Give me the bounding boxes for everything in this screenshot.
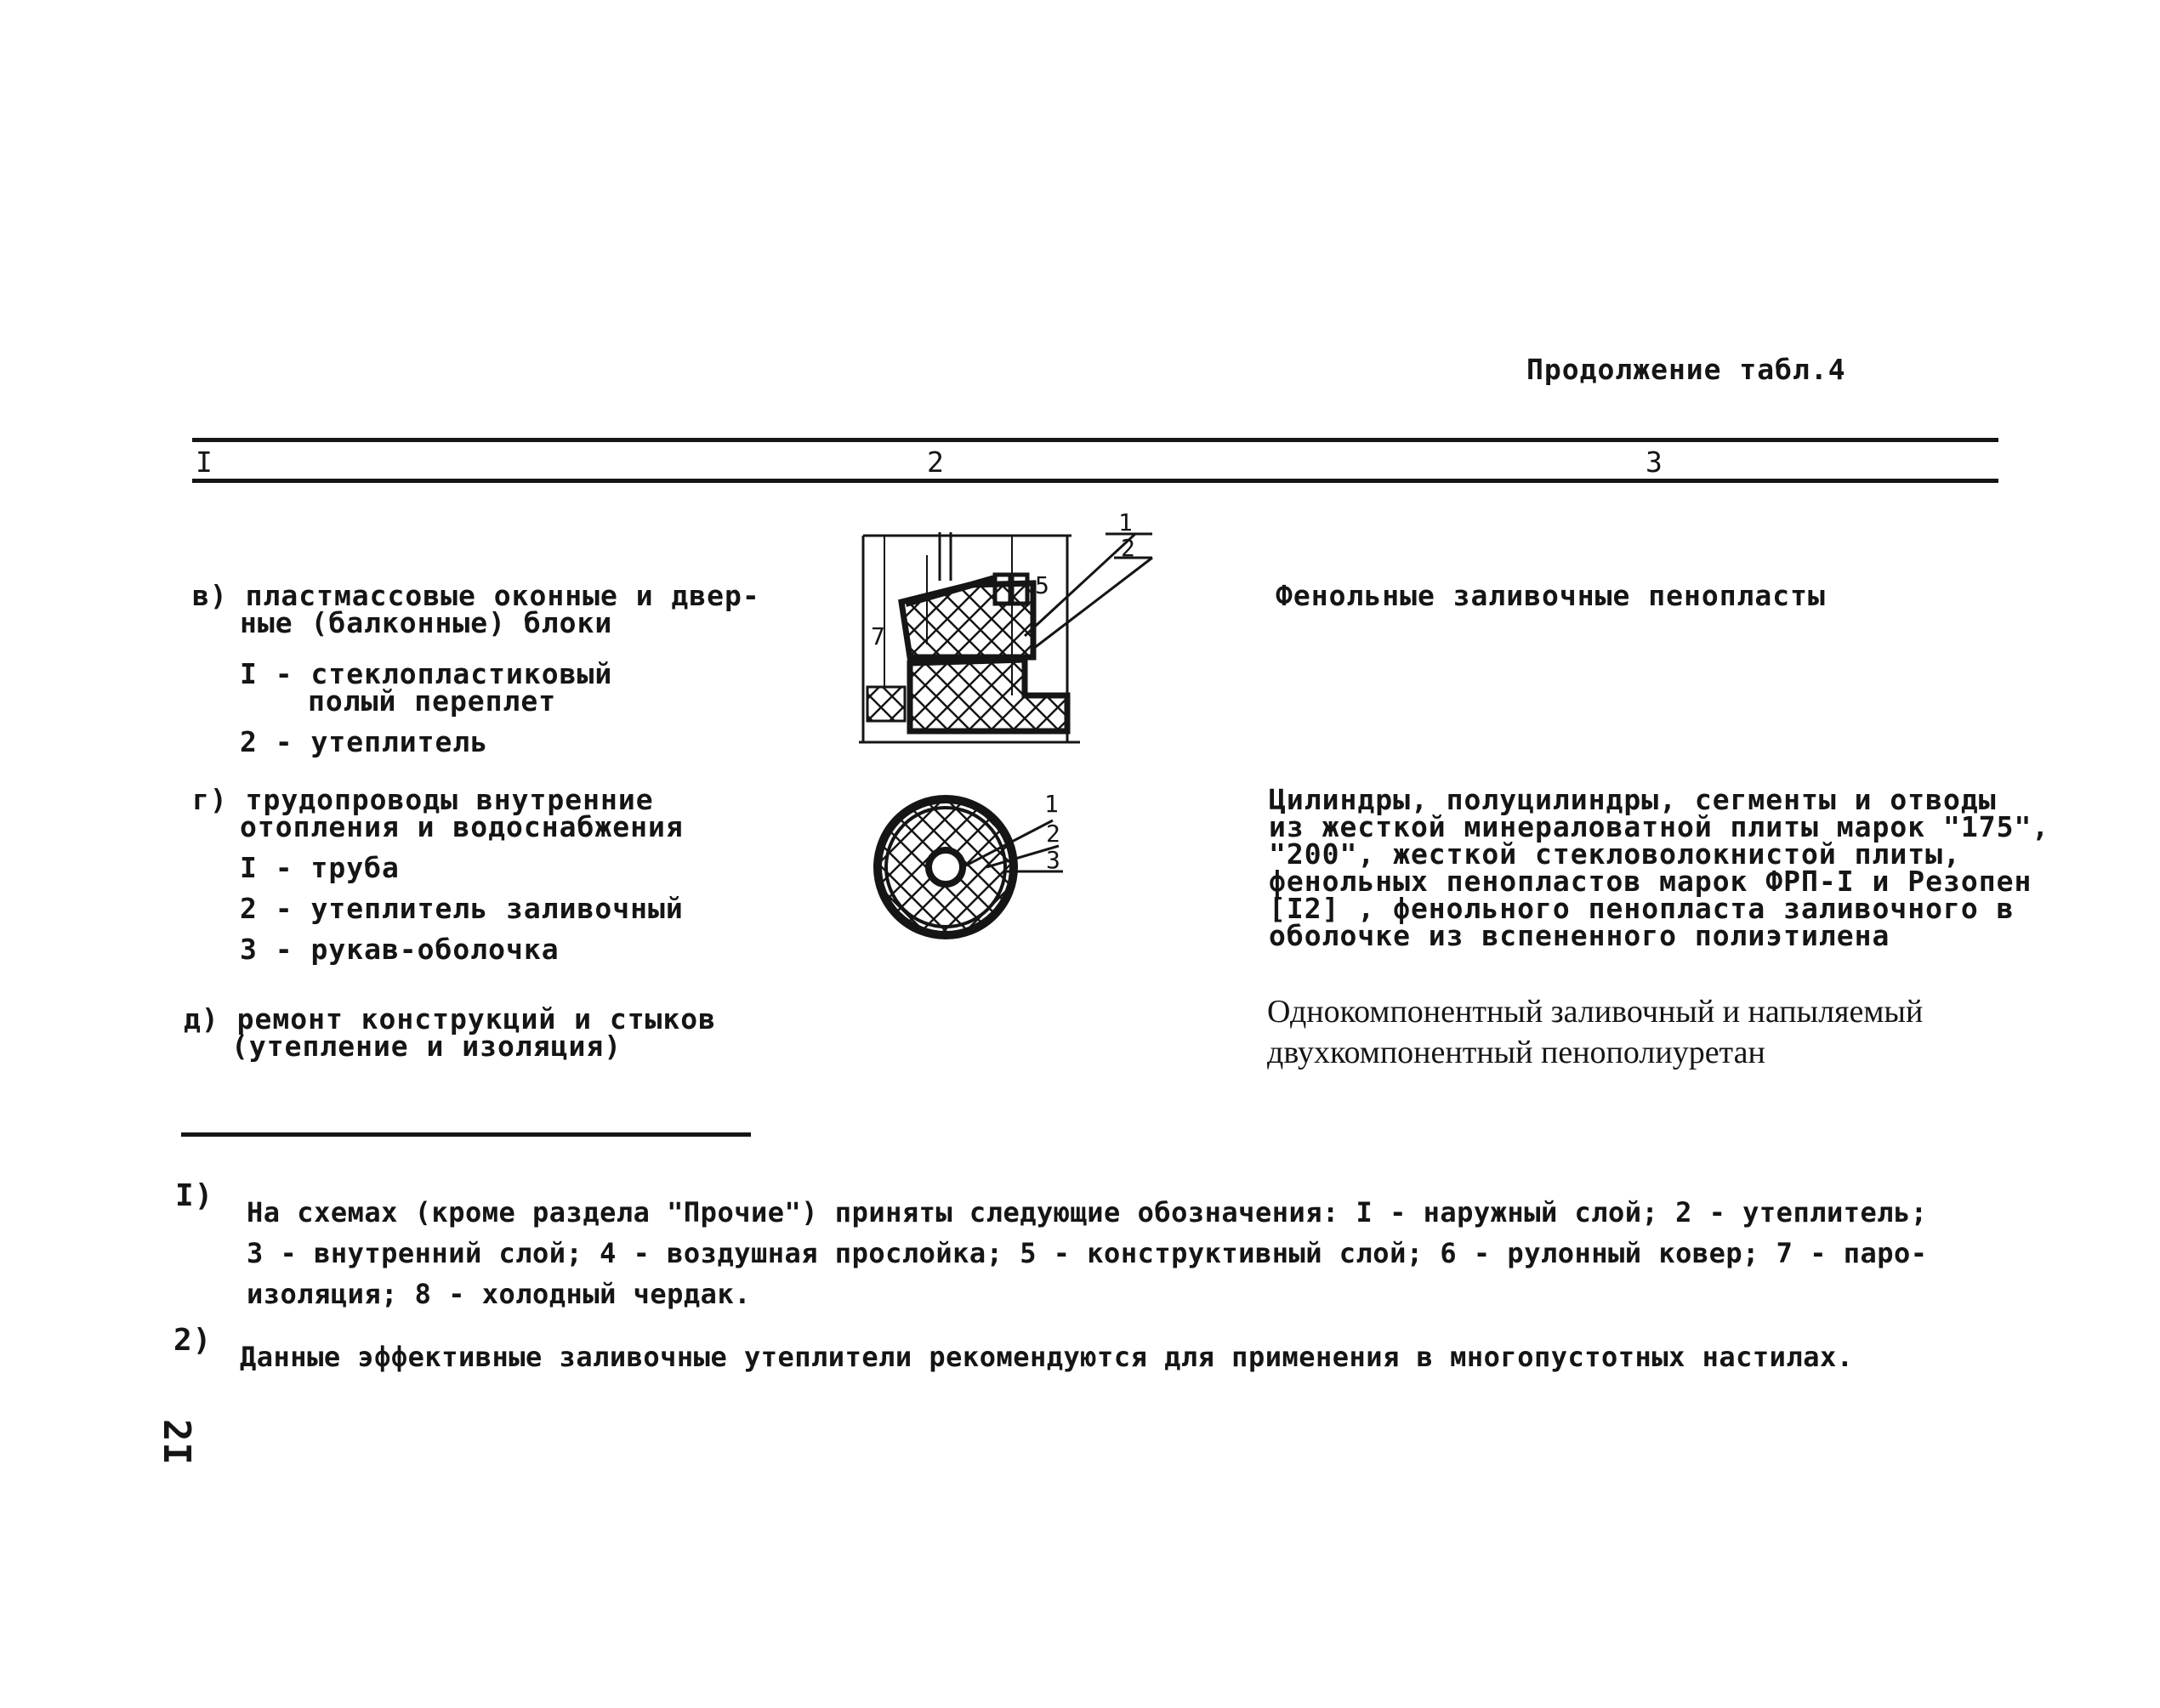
page-number: 2I	[154, 1419, 198, 1466]
row-v-label-line-1: в) пластмассовые оконные и двер-	[192, 579, 760, 612]
row-g-material-line-6: оболочке из вспененного полиэтилена	[1269, 919, 1890, 952]
row-d-label-line-1: д) ремонт конструкций и стыков	[184, 1002, 717, 1036]
callout-label-1: 1	[1118, 508, 1133, 536]
footnote-2-line-1: Данные эффективные заливочные утеплители рекомендуются для применения в многопустотных настилах.	[240, 1341, 1854, 1373]
pipe-insulation-diagram	[867, 786, 1089, 944]
table-continuation-label: Продолжение табл.4	[1526, 353, 1846, 386]
footnote-1-line-2: 3 - внутренний слой; 4 - воздушная прослойка; 5 - конструктивный слой; 6 - рулонный ковер; 7 - паро-	[247, 1237, 1928, 1269]
window-frame-diagram	[859, 508, 1165, 755]
row-g-legend-1: I - труба	[240, 851, 400, 884]
row-v-material: Фенольные заливочные пенопласты	[1276, 579, 1826, 612]
footnote-1-line-1: На схемах (кроме раздела "Прочие") приняты следующие обозначения: I - наружный слой; 2 - утеплитель;	[247, 1196, 1928, 1229]
pipe-callout-label-2: 2	[1046, 820, 1060, 848]
pipe-callout-label-3: 3	[1046, 846, 1060, 874]
side-mark-5: 5	[1035, 571, 1049, 599]
row-d-label-line-2: (утепление и изоляция)	[231, 1030, 622, 1063]
footnote-1-line-3: изоляция; 8 - холодный чердак.	[247, 1278, 751, 1310]
row-g-material-line-5: [I2] , фенольного пенопласта заливочного в	[1269, 892, 2015, 925]
column-number-2: 2	[927, 445, 945, 479]
row-g-label-line-1: г) трудопроводы внутренние	[192, 783, 654, 816]
row-g-legend-3: 3 - рукав-оболочка	[240, 933, 560, 966]
row-v-label-line-2: ные (балконные) блоки	[240, 606, 613, 639]
pipe-core	[929, 850, 963, 884]
footnote-2-marker: 2)	[173, 1323, 213, 1358]
callout-label-2: 2	[1121, 534, 1135, 562]
pipe-callout-label-1: 1	[1044, 790, 1059, 818]
row-g-material-line-3: "200", жесткой стекловолокнистой плиты,	[1269, 837, 1961, 871]
row-g-material-line-4: фенольных пенопластов марок ФРП-I и Резопен	[1269, 865, 2032, 898]
row-g-legend-2: 2 - утеплитель заливочный	[240, 892, 684, 925]
row-v-legend-1-line-2: полый переплет	[308, 684, 557, 718]
footnote-separator	[181, 1132, 751, 1137]
column-number-3: 3	[1646, 445, 1663, 479]
callout-leader-2	[1033, 558, 1152, 649]
row-g-material-line-2: из жесткой минераловатной плиты марок "175",	[1269, 810, 2050, 843]
footnote-1-marker: I)	[175, 1178, 214, 1213]
row-d-material-line-1: Однокомпонентный заливочный и напыляемый	[1267, 994, 1924, 1030]
row-g-material-line-1: Цилиндры, полуцилиндры, сегменты и отводы	[1269, 783, 1997, 816]
insulation-lower	[867, 660, 1067, 731]
side-mark-7: 7	[871, 622, 885, 650]
row-d-material-line-2: двухкомпонентный пенополиуретан	[1267, 1035, 1765, 1070]
row-g-label-line-2: отопления и водоснабжения	[240, 810, 684, 843]
table-header-rule	[192, 479, 1998, 483]
row-v-legend-2: 2 - утеплитель	[240, 725, 489, 758]
table-top-rule	[192, 438, 1998, 442]
row-v-legend-1-line-1: I - стеклопластиковый	[240, 657, 613, 690]
column-number-1: I	[196, 445, 213, 479]
